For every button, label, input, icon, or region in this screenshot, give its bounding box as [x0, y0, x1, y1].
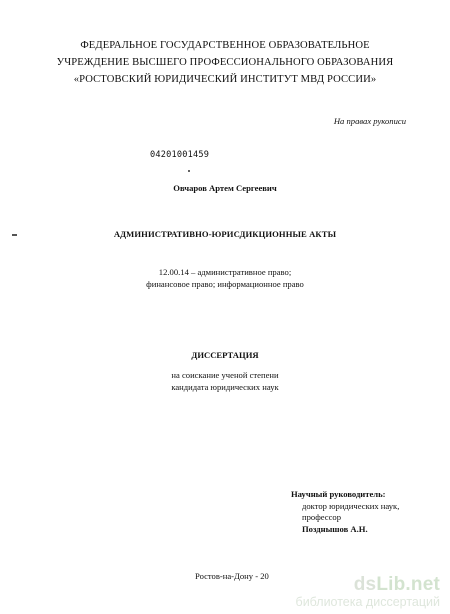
- specialty-line-2: финансовое право; информационное право: [146, 279, 304, 289]
- supervisor-block: [291, 489, 399, 535]
- header-line-3: «РОСТОВСКИЙ ЮРИДИЧЕСКИЙ ИНСТИТУТ МВД РОССИИ»: [73, 74, 377, 85]
- watermark-logo: [296, 575, 440, 595]
- supervisor-degree: доктор юридических наук,: [302, 500, 400, 511]
- manuscript-rights-note: На правах рукописи: [333, 116, 406, 126]
- degree-block: [0, 369, 450, 393]
- dissertation-title: АДМИНИСТРАТИВНО-ЮРИСДИКЦИОННЫЕ АКТЫ: [113, 229, 337, 239]
- supervisor-heading: Научный руководитель:: [291, 489, 386, 499]
- institution-header: [0, 37, 450, 88]
- watermark-logo-part1: ds: [353, 574, 377, 595]
- header-line-2: УЧРЕЖДЕНИЕ ВЫСШЕГО ПРОФЕССИОНАЛЬНОГО ОБРАЗОВАНИЯ: [56, 57, 394, 68]
- author-name: Овчаров Артем Сергеевич: [173, 183, 277, 193]
- degree-line-2: кандидата юридических наук: [171, 382, 279, 392]
- watermark-subtitle: библиотека диссертаций: [295, 595, 440, 609]
- watermark-logo-part2: Lib.net: [376, 574, 440, 595]
- header-line-1: ФЕДЕРАЛЬНОЕ ГОСУДАРСТВЕННОЕ ОБРАЗОВАТЕЛЬНОЕ: [80, 40, 370, 51]
- scan-speck: [188, 170, 190, 172]
- specialty-block: [0, 266, 450, 290]
- supervisor-details: [291, 501, 399, 536]
- registration-code: 04201001459: [150, 150, 210, 160]
- specialty-line-1: 12.00.14 – административное право;: [158, 267, 292, 277]
- dslib-watermark: [296, 575, 440, 610]
- supervisor-title: профессор: [302, 512, 342, 522]
- document-type: ДИССЕРТАЦИЯ: [191, 350, 259, 360]
- degree-line-1: на соискание ученой степени: [171, 370, 279, 380]
- supervisor-name: Позднышов А.Н.: [302, 523, 368, 534]
- city-year: Ростов-на-Дону - 20: [195, 571, 269, 581]
